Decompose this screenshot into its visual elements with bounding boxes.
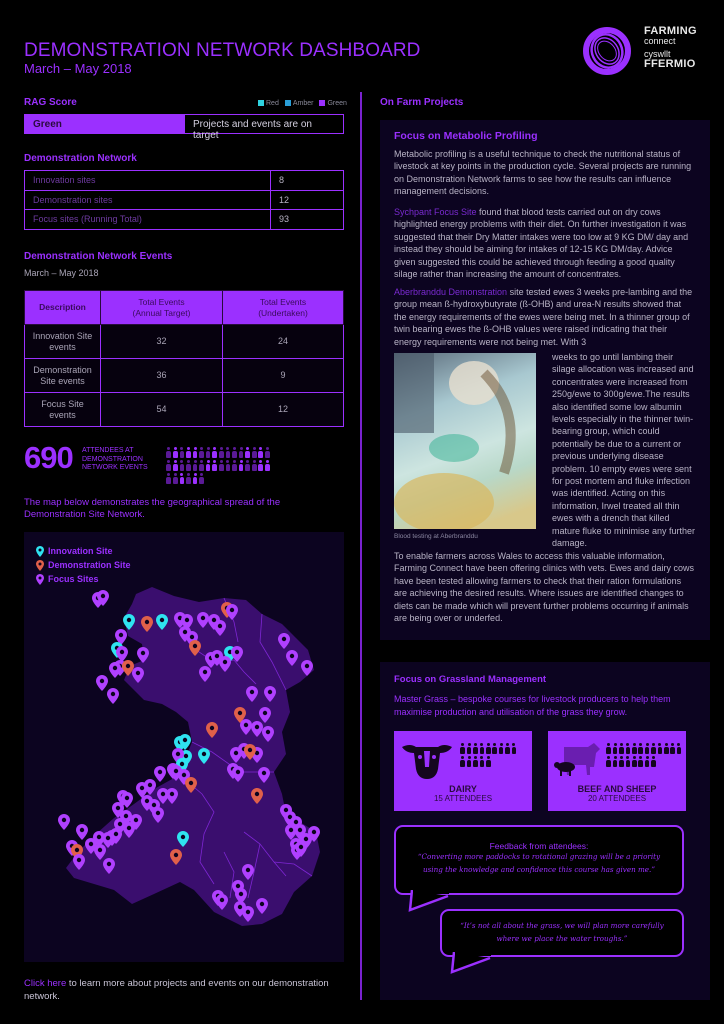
rag-legend-red: Red [258,100,279,107]
innovation-site-pin-icon[interactable] [198,748,210,764]
person-icon [265,460,270,471]
focus-site-pin-icon[interactable] [264,686,276,702]
focus-site-pin-icon[interactable] [242,906,254,922]
person-icon [644,743,649,754]
focus-site-pin-icon[interactable] [214,620,226,636]
rag-legend [258,100,347,107]
closing-paragraph: To enable farmers across Wales to access this valuable information, Farming Connect have been offering clinics with vets. Ewes and dairy cows have been tested allowing farmers to check that their ration formulations are achieving the desired results. Where issues are identified changes to diets can be made which will prevent further problems occurring if animals are being over or underfed. [394,551,694,624]
focus-site-pin-icon[interactable] [232,766,244,782]
person-icon [225,447,230,458]
focus-site-pin-icon[interactable] [262,726,274,742]
sychpant-paragraph: Sychpant Focus Site found that blood tests carried out on dry cows highlighted energy problems with their diet. On further investigation it was suggested that their Dry Matter intakes were too low at 9 KG DM/ day and instead they should be aiming for intakes of 12-15 KG DM/day. Advice given suggested this could be achieved through feeding a good quality silage rather than increasing the amount of concentrates. [394,207,689,280]
event-undertaken: 9 [223,359,344,393]
click-here-link[interactable]: Click here [24,978,67,989]
focus-site-pin-icon[interactable] [242,864,254,880]
demonstration-site-pin-icon[interactable] [170,849,182,865]
person-icon [505,743,510,754]
events-table [24,290,344,427]
rag-status-description: Projects and events are on target [193,119,312,141]
person-icon [676,743,681,754]
focus-site-pin-icon[interactable] [166,788,178,804]
demonstration-site-pin-icon[interactable] [189,640,201,656]
demonstration-site-pin-icon[interactable] [251,788,263,804]
feedback-quote-1: “Converting more paddocks to rotational grazing will be a priority using the knowledge and confidence this course has given me.” [417,852,661,874]
network-value: 93 [271,210,344,230]
focus-site-pin-icon[interactable] [116,646,128,662]
event-description: Innovation Site events [25,325,101,359]
on-farm-heading: On Farm Projects [380,97,464,108]
map-pins [24,532,344,962]
event-undertaken: 12 [223,393,344,427]
focus-site-pin-icon[interactable] [96,675,108,691]
legend-innovation: Innovation Site [36,544,131,558]
photo-caption: Blood testing at Aberbranddu [394,533,478,540]
person-icon [625,743,630,754]
person-icon [186,447,191,458]
cow-face-icon [400,739,454,781]
table-row [25,190,344,210]
footer-text: Click here to learn more about projects and events on our demonstration network. [24,978,329,1002]
person-icon [670,743,675,754]
table-row [25,210,344,230]
rag-status-value: Green [25,115,185,133]
wales-site-map[interactable] [24,532,344,962]
event-target: 36 [101,359,223,393]
dairy-card [394,731,532,811]
person-icon [173,447,178,458]
person-icon [232,447,237,458]
person-icon [619,756,624,767]
focus-site-pin-icon[interactable] [154,766,166,782]
person-icon [638,743,643,754]
rag-heading: RAG Score [24,97,77,108]
person-icon [619,743,624,754]
person-icon [219,460,224,471]
focus-site-pin-icon[interactable] [94,844,106,860]
focus-site-pin-icon[interactable] [199,666,211,682]
person-icon [651,756,656,767]
person-icon [166,460,171,471]
focus-site-pin-icon[interactable] [240,719,252,735]
innovation-site-pin-icon[interactable] [177,831,189,847]
person-icon [166,447,171,458]
focus-site-pin-icon[interactable] [226,604,238,620]
person-icon [199,460,204,471]
person-icon [612,743,617,754]
person-icon [651,743,656,754]
person-icon [212,447,217,458]
dairy-attendee-icons [460,743,520,767]
person-icon [186,460,191,471]
person-icon [492,743,497,754]
grassland-heading: Focus on Grassland Management [394,674,547,685]
person-icon [644,756,649,767]
focus-site-pin-icon[interactable] [76,824,88,840]
metabolic-intro: Metabolic profiling is a useful technique to check the nutritional status of livestock at key points in the production cycle. Several projects are running on Demonstration Network farms to see how the results can influence management decisions. [394,149,692,197]
person-icon [186,473,191,484]
person-icon [245,447,250,458]
table-row [25,325,344,359]
person-icon [657,743,662,754]
person-icon [498,743,503,754]
focus-site-pin-icon[interactable] [286,650,298,666]
table-row [25,359,344,393]
person-icon [265,447,270,458]
legend-focus: Focus Sites [36,572,131,586]
person-icon [479,756,484,767]
focus-site-pin-icon[interactable] [103,858,115,874]
beef-sheep-attendee-icons [606,743,682,767]
event-target: 54 [101,393,223,427]
col-description: Description [25,291,101,325]
focus-site-pin-icon[interactable] [251,721,263,737]
events-period: March – May 2018 [24,268,99,278]
person-icon [460,743,465,754]
person-icon [638,756,643,767]
logo-ring-icon [582,26,632,76]
logo-text-connect: connect [644,36,676,46]
rag-legend-amber: Amber [285,100,314,107]
event-description: Focus Site events [25,393,101,427]
person-icon [625,756,630,767]
person-icon [486,743,491,754]
person-icon [606,743,611,754]
rag-status-bar [24,114,344,141]
person-icon [473,756,478,767]
focus-site-pin-icon[interactable] [219,656,231,672]
person-icon [511,743,516,754]
person-icon [179,447,184,458]
network-heading: Demonstration Network [24,153,137,164]
person-icon [252,460,257,471]
focus-site-pin-icon[interactable] [107,688,119,704]
network-value: 8 [271,171,344,191]
person-icon [205,460,210,471]
person-icon [612,756,617,767]
logo-text-farming: FARMING [644,25,697,37]
table-row [25,171,344,191]
legend-demonstration: Demonstration Site [36,558,131,572]
innovation-site-pin-icon[interactable] [156,614,168,630]
feedback-bubble-2 [440,909,684,957]
logo-text-ffermio: FFERMIO [644,58,696,70]
network-value: 12 [271,190,344,210]
photo-illustration [394,353,536,529]
focus-site-pin-icon[interactable] [301,660,313,676]
focus-site-pin-icon[interactable] [123,822,135,838]
rag-legend-green: Green [319,100,346,107]
network-label: Focus sites (Running Total) [25,210,271,230]
focus-site-pin-icon[interactable] [258,767,270,783]
aberbranddu-link[interactable]: Aberbranddu Demonstration [394,287,508,297]
focus-site-pin-icon[interactable] [259,707,271,723]
focus-site-pin-icon[interactable] [152,807,164,823]
column-divider [360,92,362,1000]
focus-site-pin-icon[interactable] [132,667,144,683]
feedback-heading: Feedback from attendees: [489,841,589,851]
person-icon [245,460,250,471]
person-icon [199,473,204,484]
person-icon [664,743,669,754]
person-icon [212,460,217,471]
person-icon [258,447,263,458]
focus-site-pin-icon[interactable] [246,686,258,702]
table-header-row [25,291,344,325]
demonstration-site-pin-icon[interactable] [185,777,197,793]
person-icon [219,447,224,458]
focus-site-pin-icon[interactable] [231,646,243,662]
beef-sheep-label: BEEF AND SHEEP 20 ATTENDEES [577,784,657,803]
metabolic-profiling-panel [380,120,710,640]
person-icon [479,743,484,754]
person-icon [232,460,237,471]
metabolic-heading: Focus on Metabolic Profiling [394,130,538,142]
person-icon [192,460,197,471]
sychpant-link[interactable]: Sychpant Focus Site [394,207,477,217]
person-icon [473,743,478,754]
events-heading: Demonstration Network Events [24,251,173,262]
person-icon [252,447,257,458]
network-label: Demonstration sites [25,190,271,210]
person-icon [238,447,243,458]
speech-tail-2 [450,952,500,976]
dairy-label: DAIRY 15 ATTENDEES [433,784,493,803]
person-icon [199,447,204,458]
focus-site-pin-icon[interactable] [58,814,70,830]
focus-site-pin-icon[interactable] [197,612,209,628]
col-annual-target: Total Events (Annual Target) [101,291,223,325]
person-icon [466,743,471,754]
demonstration-site-pin-icon[interactable] [206,722,218,738]
person-icon [632,756,637,767]
person-icon [238,460,243,471]
innovation-site-pin-icon[interactable] [123,614,135,630]
person-icon [179,460,184,471]
person-icon [460,756,465,767]
event-undertaken: 24 [223,325,344,359]
page-subtitle: March – May 2018 [24,61,132,76]
person-icon [192,473,197,484]
network-table [24,170,344,230]
event-target: 32 [101,325,223,359]
focus-site-pin-icon[interactable] [109,662,121,678]
attendees-label: ATTENDEES AT DEMONSTRATION NETWORK EVENTS [82,447,148,471]
person-icon [192,447,197,458]
person-icon [205,447,210,458]
grassland-panel [380,662,710,1000]
map-intro-text: The map below demonstrates the geographical spread of the Demonstration Site Network. [24,497,281,520]
person-icon [258,460,263,471]
person-icon [166,473,171,484]
feedback-quote-2: “It’s not all about the grass, we will plan more carefully where we place the water troughs.” [460,921,664,943]
focus-site-pin-icon[interactable] [256,898,268,914]
logo-text-cyswllt: cyswllt [644,49,671,59]
person-icon [486,756,491,767]
blood-testing-photo [394,353,536,529]
event-description: Demonstration Site events [25,359,101,393]
attendee-people-icons [166,447,276,484]
focus-site-pin-icon[interactable] [278,633,290,649]
person-icon [179,473,184,484]
cow-and-sheep-icon [554,743,602,779]
person-icon [173,460,178,471]
col-undertaken: Total Events (Undertaken) [223,291,344,325]
grassland-lead: Master Grass – bespoke courses for livestock producers to help them maximise production and utilisation of the grass they grow. [394,694,671,717]
aberbranddu-wrap-text: weeks to go until lambing their silage allocation was increased and concentrates were increased from 250g/ewe to 300g/ewe.The results also identified some low albumin levels especially in the thinner twin-bearing group, which could potentially be due to a current or previous underlying disease problem. 10 empty ewes were sent for post mortem and fluke infection was identified. Acting on this information, Irwel treated all thin ewes with a drench that killed mature fluke to minimise any further damage. [552,352,696,549]
feedback-bubble-1 [394,825,684,895]
attendees-count: 690 [24,440,73,475]
network-label: Innovation sites [25,171,271,191]
focus-site-pin-icon[interactable] [73,854,85,870]
person-icon [632,743,637,754]
page-title: DEMONSTRATION NETWORK DASHBOARD [24,40,421,61]
beef-sheep-card [548,731,686,811]
person-icon [466,756,471,767]
person-icon [225,460,230,471]
demonstration-site-pin-icon[interactable] [141,616,153,632]
person-icon [606,756,611,767]
focus-site-pin-icon[interactable] [137,647,149,663]
focus-site-pin-icon[interactable] [216,894,228,910]
aberbranddu-paragraph: Aberbranddu Demonstration site tested ewes 3 weeks pre-lambing and the group mean ß-hydroxybutyrate (ß-OHB) and urea-N results showed that the energy requirements of the ewes were being met. In a thinner group of twin bearing ewes the ß-OHB values were raised indicating that their energy requirements were not being met. With 3 [394,287,693,347]
farming-connect-logo [582,20,722,80]
table-row [25,393,344,427]
person-icon [173,473,178,484]
